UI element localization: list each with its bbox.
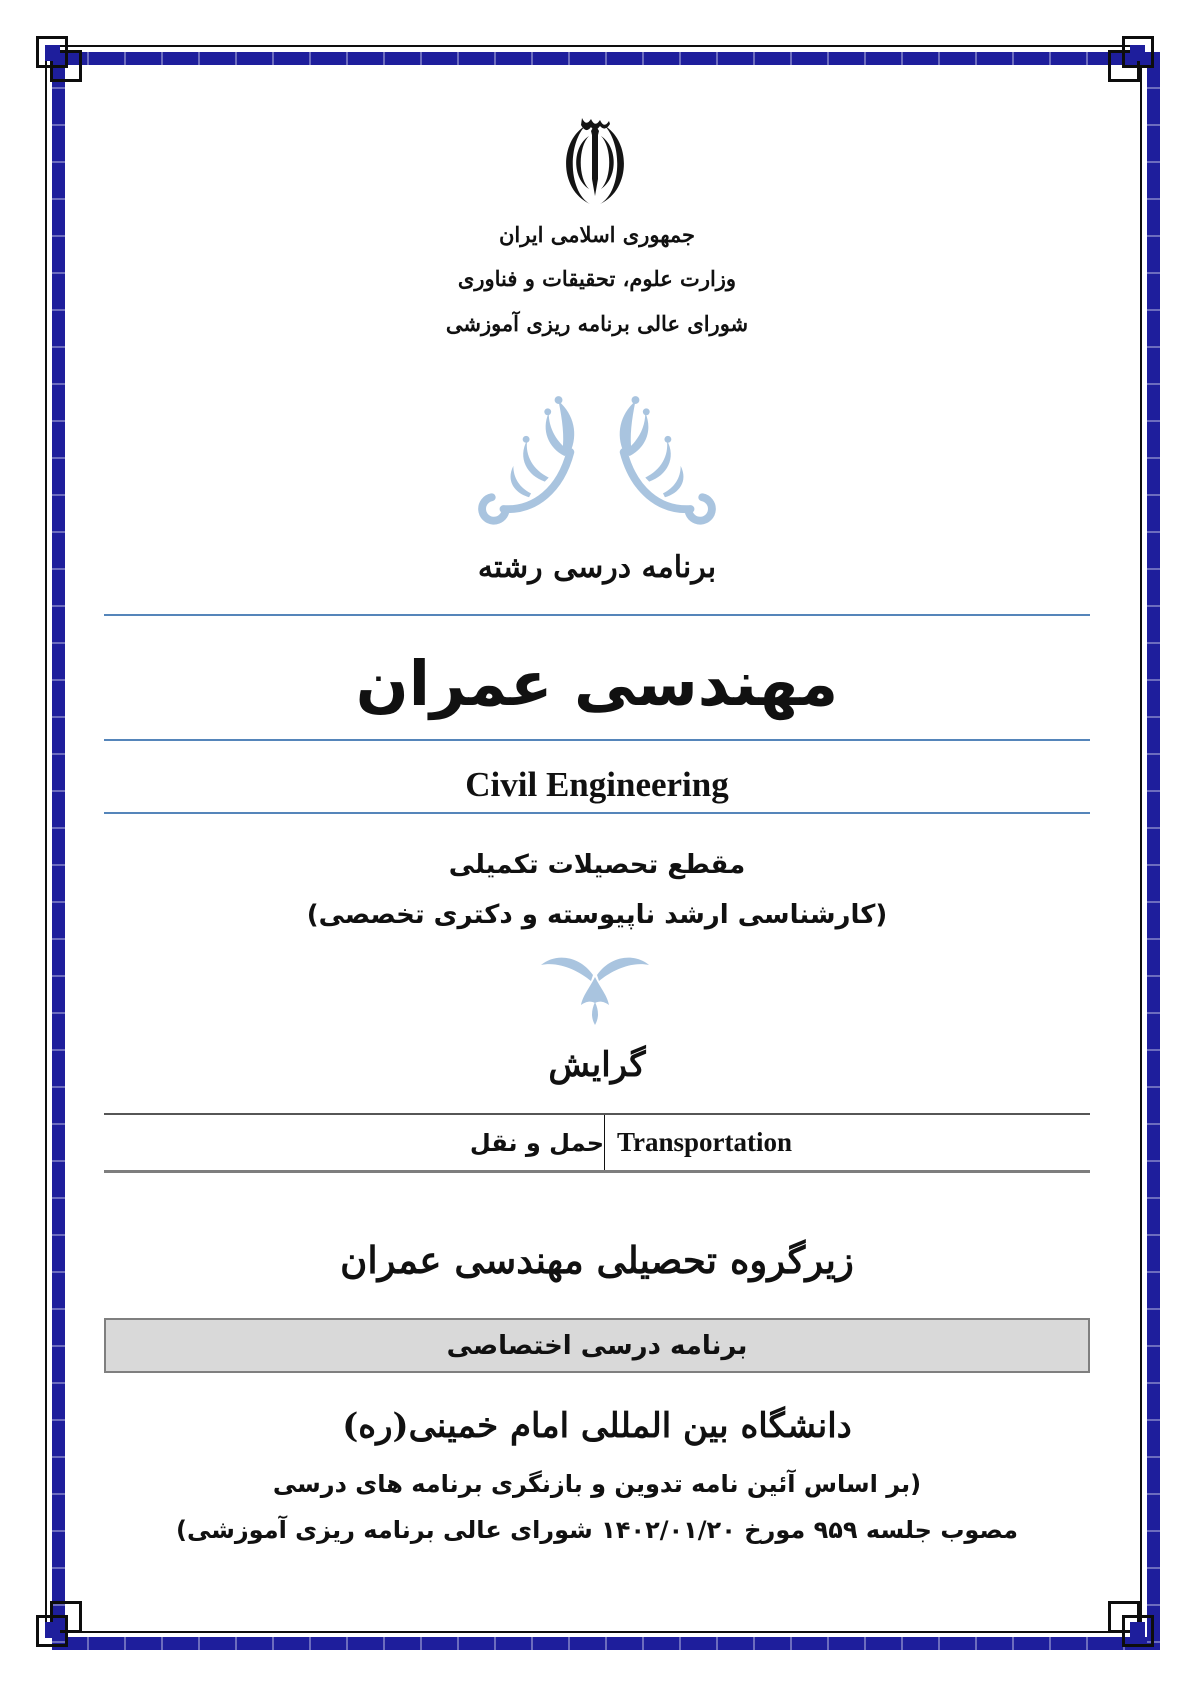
orientation-value-fa: حمل و نقل bbox=[469, 1128, 604, 1157]
horizontal-rule bbox=[104, 812, 1090, 814]
floral-flourish-pair bbox=[104, 390, 1090, 526]
corner-knot-ornament bbox=[1108, 36, 1154, 82]
flourish-left-icon bbox=[476, 390, 589, 525]
program-intro-label: برنامه درسی رشته bbox=[477, 550, 717, 585]
orientation-cell-fa bbox=[104, 1115, 604, 1170]
small-fleuron-icon bbox=[535, 945, 655, 1025]
corner-knot-ornament bbox=[36, 36, 82, 82]
corner-knot-ornament bbox=[36, 1601, 82, 1647]
horizontal-rule bbox=[104, 614, 1090, 616]
orientation-cell-en bbox=[605, 1115, 1090, 1170]
iran-emblem-icon bbox=[554, 106, 636, 212]
program-title-en: Civil Engineering bbox=[465, 765, 729, 804]
org-line-council: شورای عالی برنامه ریزی آموزشی bbox=[445, 311, 749, 336]
footer-approval-line: مصوب جلسه ۹۵۹ مورخ ۱۴۰۲/۰۱/۲۰ شورای عالی برنامه ریزی آموزشی) bbox=[176, 1516, 1018, 1544]
program-title-fa: مهندسی عمران bbox=[355, 647, 839, 720]
orientation-table bbox=[104, 1113, 1090, 1173]
subgroup-line: زیرگروه تحصیلی مهندسی عمران bbox=[340, 1238, 854, 1282]
flourish-right-icon bbox=[605, 390, 718, 525]
orientation-label: گرایش bbox=[548, 1045, 646, 1085]
university-name: دانشگاه بین المللی امام خمینی(ره) bbox=[342, 1406, 852, 1446]
specialized-curriculum-banner bbox=[104, 1318, 1090, 1373]
footer-regulation-line: (بر اساس آئین نامه تدوین و بازنگری برنامه های درسی bbox=[272, 1470, 922, 1498]
level-line-1: مقطع تحصیلات تکمیلی bbox=[448, 850, 746, 880]
corner-knot-ornament bbox=[1108, 1601, 1154, 1647]
banner-label: برنامه درسی اختصاصی bbox=[446, 1330, 748, 1361]
orientation-value-en: Transportation bbox=[617, 1127, 793, 1157]
level-line-2: (کارشناسی ارشد ناپیوسته و دکتری تخصصی) bbox=[306, 900, 888, 930]
org-line-ministry: وزارت علوم، تحقیقات و فناوری bbox=[457, 266, 737, 291]
org-line-republic: جمهوری اسلامی ایران bbox=[498, 222, 696, 247]
horizontal-rule bbox=[104, 739, 1090, 741]
